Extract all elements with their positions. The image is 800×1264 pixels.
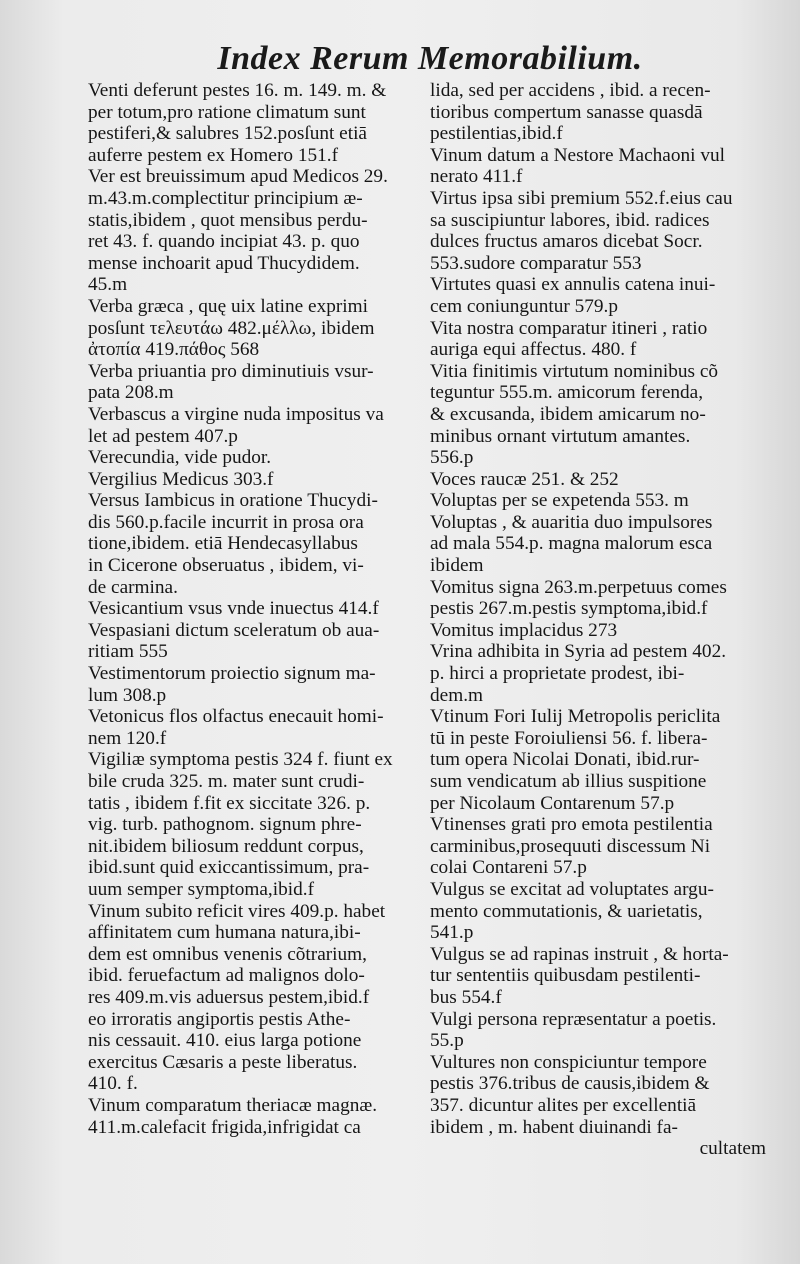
index-entry-line: pestilentias,ibid.f <box>430 123 563 145</box>
index-entry <box>88 296 424 361</box>
index-entry-line: Virtutes quasi ex annulis catena inui- <box>430 274 716 296</box>
index-entry-line: Vespasiani dictum sceleratum ob aua- <box>88 619 380 641</box>
index-entry-line: mense inchoarit apud Thucydidem. <box>88 252 360 274</box>
index-entry <box>88 663 424 706</box>
index-entry-line: uum semper symptoma,ibid.f <box>88 878 314 900</box>
index-entry <box>430 145 766 188</box>
index-entry-line: auferre pestem ex Homero 151.f <box>88 144 339 166</box>
index-entry <box>430 1009 766 1052</box>
index-entry <box>88 620 424 663</box>
index-entry-line: de carmina. <box>88 576 178 598</box>
index-entry-line: nit.ibidem biliosum reddunt corpus, <box>88 835 364 857</box>
index-entry <box>430 512 766 577</box>
index-entry <box>88 404 424 447</box>
index-entry <box>430 706 766 814</box>
index-entry-line: statis,ibidem , quot mensibus perdu- <box>88 209 368 231</box>
index-entry-line: Vetonicus flos olfactus enecauit homi- <box>88 706 384 728</box>
index-entry-line: sa suscipiuntur labores, ibid. radices <box>430 209 710 231</box>
index-column-right <box>430 80 766 1160</box>
index-entry-line: p. hirci a proprietate prodest, ibi- <box>430 663 685 685</box>
index-entry-line: tum opera Nicolai Donati, ibid.rur- <box>430 749 700 771</box>
index-entry <box>88 598 424 620</box>
index-entry-line: tur sententiis quibusdam pestilenti- <box>430 965 701 987</box>
index-entry-line: 556.p <box>430 447 474 469</box>
index-entry-line: Vinum comparatum theriacæ magnæ. <box>88 1094 378 1116</box>
index-entry-line: Vtinum Fori Iulij Metropolis periclita <box>430 706 721 728</box>
index-entry <box>430 879 766 944</box>
index-entry-line: Verecundia, vide pudor. <box>88 447 272 469</box>
index-entry-line: Vulgus se ad rapinas instruit , & horta- <box>430 943 729 965</box>
index-entry <box>430 814 766 879</box>
index-entry-line: m.43.m.complectitur principium æ- <box>88 187 363 209</box>
index-entry-line: let ad pestem 407.p <box>88 425 238 447</box>
index-entry <box>430 1052 766 1138</box>
index-entry-line: ibidem , m. habent diuinandi fa- <box>430 1116 678 1138</box>
index-entry-line: colai Contareni 57.p <box>430 857 587 879</box>
index-entry-line: in Cicerone obseruatus , ibidem, vi- <box>88 555 364 577</box>
index-entry <box>88 1095 424 1138</box>
index-entry <box>430 274 766 317</box>
catchword: cultatem <box>699 1138 766 1160</box>
index-entry-line: Verbascus a virgine nuda impositus va <box>88 403 384 425</box>
index-entry-line: bile cruda 325. m. mater sunt crudi- <box>88 771 365 792</box>
index-entry-line: dem.m <box>430 684 484 706</box>
index-entry <box>88 80 424 166</box>
index-entry-line: exercitus Cæsaris a peste liberatus. <box>88 1051 358 1073</box>
index-entry-line: dem est omnibus venenis cõtrarium, <box>88 943 367 965</box>
index-entry <box>88 901 424 1095</box>
index-entry-line: per Nicolaum Contarenum 57.p <box>430 792 675 814</box>
index-entry-line: mento commutationis, & uarietatis, <box>430 900 703 922</box>
index-entry-line: teguntur 555.m. amicorum ferenda, <box>430 382 704 404</box>
index-entry-line: Vultures non conspiciuntur tempore <box>430 1051 707 1073</box>
page-title: Index Rerum Memorabilium. <box>217 40 643 77</box>
index-entry <box>88 447 424 469</box>
index-entry <box>430 188 766 274</box>
index-entry-line: pata 208.m <box>88 382 174 404</box>
index-entry-line: Vestimentorum proiectio signum ma- <box>88 663 376 685</box>
index-entry-line: ibidem <box>430 555 484 577</box>
index-entry-line: minibus ornant virtutum amantes. <box>430 425 691 447</box>
index-entry <box>88 166 424 296</box>
index-entry-line: 411.m.calefacit frigida,infrigidat ca <box>88 1116 361 1138</box>
index-entry-line: 357. dicuntur alites per excellentiā <box>430 1094 697 1116</box>
index-entry-line: nerato 411.f <box>430 166 523 188</box>
index-entry-line: & excusanda, ibidem amicarum no- <box>430 403 706 425</box>
index-entry-line: dulces fructus amaros dicebat Socr. <box>430 231 703 253</box>
index-entry <box>88 490 424 598</box>
index-entry-line: Vigiliæ symptoma pestis 324 f. fiunt ex <box>88 749 393 771</box>
index-entry-line: tū in peste Foroiuliensi 56. f. libera- <box>430 727 708 749</box>
index-entry-line: per totum,pro ratione climatum sunt <box>88 101 366 123</box>
index-entry-line: Virtus ipsa sibi premium 552.f.eius cau <box>430 187 733 209</box>
index-entry-line: posſunt τελευτάω 482.μέλλω, ibidem <box>88 317 375 339</box>
index-entry-line: Vulgus se excitat ad voluptates argu- <box>430 878 714 900</box>
index-entry-line: res 409.m.vis aduersus pestem,ibid.f <box>88 986 370 1008</box>
index-entry-line: dis 560.p.facile incurrit in prosa ora <box>88 511 364 533</box>
index-entry-line: Verba priuantia pro diminutiuis vsur- <box>88 360 374 382</box>
index-entry-line: Versus Iambicus in oratione Thucydi- <box>88 490 378 512</box>
index-entry-line: pestis 267.m.pestis symptoma,ibid.f <box>430 598 708 620</box>
index-entry <box>430 361 766 469</box>
index-entry-line: vig. turb. pathognom. signum phre- <box>88 814 362 836</box>
index-entry-line: 541.p <box>430 922 474 944</box>
index-entry-line: 45.m <box>88 274 128 296</box>
index-entry-line: Voluptas , & auaritia duo impulsores <box>430 511 713 533</box>
index-entry-line: tatis , ibidem f.fit ex siccitate 326. p. <box>88 792 371 814</box>
index-entry-line: ibid.sunt quid exiccantissimum, pra- <box>88 857 370 879</box>
index-entry <box>430 944 766 1009</box>
index-entry-line: eo irroratis angiportis pestis Athe- <box>88 1008 351 1030</box>
index-entry <box>430 577 766 620</box>
index-entry <box>430 318 766 361</box>
index-entry-line: ret 43. f. quando incipiat 43. p. quo <box>88 231 360 253</box>
index-entry-line: affinitatem cum humana natura,ibi- <box>88 922 361 944</box>
index-entry-line: Vrina adhibita in Syria ad pestem 402. <box>430 641 727 663</box>
index-entry-line: Vergilius Medicus 303.f <box>88 468 274 490</box>
index-entry-line: Venti deferunt pestes 16. m. 149. m. & <box>88 80 387 101</box>
index-entry-line: lum 308.p <box>88 684 167 706</box>
index-entry-line: Vesicantium vsus vnde inuectus 414.f <box>88 598 379 620</box>
index-entry-line: 553.sudore comparatur 553 <box>430 252 642 274</box>
index-entry <box>430 80 766 145</box>
index-entry-line: Vomitus implacidus 273 <box>430 619 618 641</box>
index-entry-line: Vtinenses grati pro emota pestilentia <box>430 814 713 836</box>
index-entry-line: sum vendicatum ab illius suspitione <box>430 771 707 792</box>
index-column-left <box>88 80 424 1138</box>
index-entry-line: Vomitus signa 263.m.perpetuus comes <box>430 576 727 598</box>
index-entry <box>88 706 424 749</box>
index-entry-line: bus 554.f <box>430 986 502 1008</box>
index-entry-line: pestis 376.tribus de causis,ibidem & <box>430 1073 710 1095</box>
index-entry-line: Voces raucæ 251. & 252 <box>430 468 619 490</box>
index-entry-line: ibid. feruefactum ad malignos dolo- <box>88 965 365 987</box>
index-entry <box>88 469 424 491</box>
index-entry-line: carminibus,prosequuti discessum Ni <box>430 835 711 857</box>
index-entry <box>88 361 424 404</box>
index-entry-line: Vita nostra comparatur itineri , ratio <box>430 317 708 339</box>
index-entry-line: nis cessauit. 410. eius larga potione <box>88 1030 362 1052</box>
index-entry <box>430 490 766 512</box>
index-entry-line: 55.p <box>430 1030 464 1052</box>
index-entry-line: tioribus compertum sanasse quasdā <box>430 101 703 123</box>
index-entry-line: lida, sed per accidens , ibid. a recen- <box>430 80 711 101</box>
index-entry-line: Vinum subito reficit vires 409.p. habet <box>88 900 386 922</box>
index-entry <box>430 641 766 706</box>
index-entry <box>430 469 766 491</box>
index-entry-line: nem 120.f <box>88 727 167 749</box>
index-entry <box>88 749 424 900</box>
index-entry-line: auriga equi affectus. 480. f <box>430 339 637 361</box>
index-entry-line: Vulgi persona repræsentatur a poetis. <box>430 1008 717 1030</box>
index-entry-line: Voluptas per se expetenda 553. m <box>430 490 689 512</box>
index-entry-line: Verba græca , quę uix latine exprimi <box>88 295 369 317</box>
index-entry-line: ἀτοπία 419.πάθος 568 <box>88 339 260 361</box>
index-entry-line: ad mala 554.p. magna malorum esca <box>430 533 713 555</box>
index-entry-line: 410. f. <box>88 1073 138 1095</box>
index-entry-line: pestiferi,& salubres 152.posſunt etiā <box>88 123 367 145</box>
index-entry <box>430 620 766 642</box>
index-entry-line: Ver est breuissimum apud Medicos 29. <box>88 166 388 188</box>
index-entry-line: Vinum datum a Nestore Machaoni vul <box>430 144 725 166</box>
index-entry-line: Vitia finitimis virtutum nominibus cõ <box>430 360 719 382</box>
index-entry-line: tione,ibidem. etiā Hendecasyllabus <box>88 533 358 555</box>
index-entry-line: cem coniunguntur 579.p <box>430 295 618 317</box>
index-entry-line: ritiam 555 <box>88 641 168 663</box>
